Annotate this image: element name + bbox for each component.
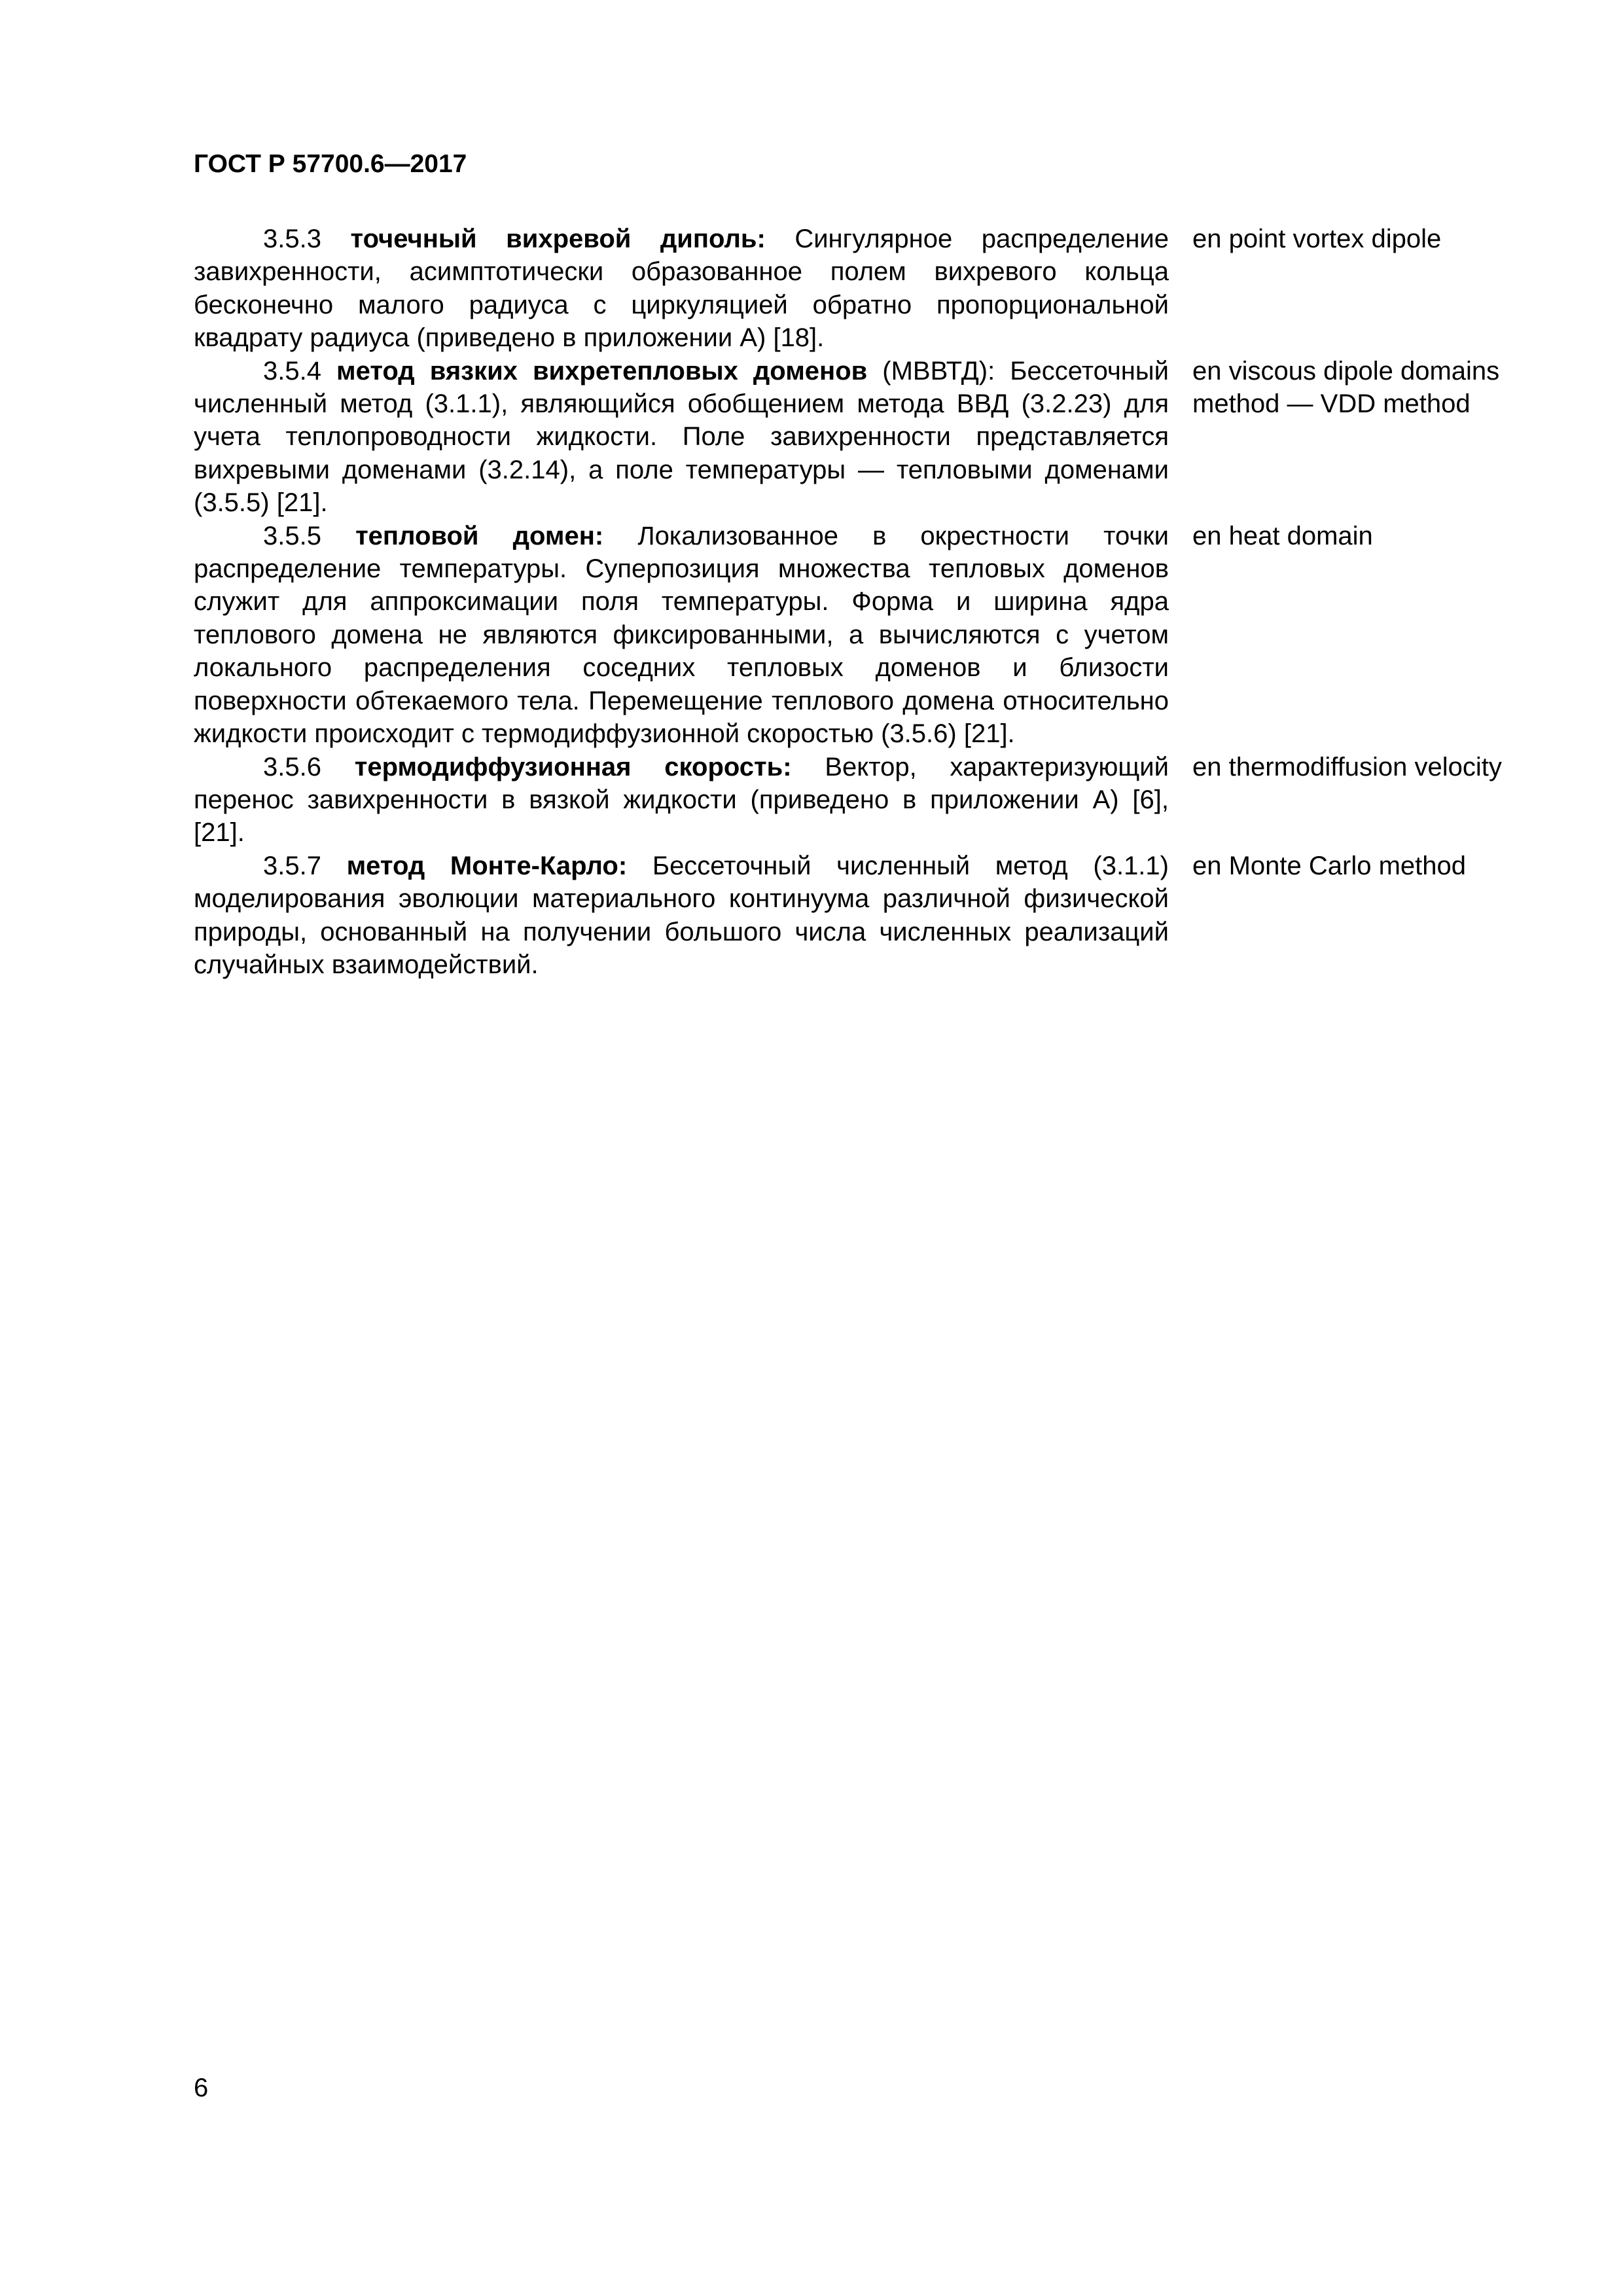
term-text: (МВВТД): Бессеточный численный метод (3.1.1), являющийся обобщением метода ВВД (3.2.23) для учета теплопроводности жидкости. Поле завихренности представляется вихревыми доменами (3.2.14), а поле температуры — тепловыми доменами (3.5.5) [21].	[194, 356, 1169, 518]
term-english-equivalent: en Monte Carlo method	[1192, 851, 1467, 880]
term-definition	[194, 850, 1169, 982]
term-name: термодиффузионная скорость:	[354, 752, 792, 781]
page-header: ГОСТ Р 57700.6—2017	[194, 150, 467, 178]
term-english-equivalent: en viscous dipole domains method — VDD method	[1192, 356, 1500, 419]
term-definition	[194, 520, 1169, 751]
term-name: точечный вихревой диполь:	[350, 224, 766, 253]
term-definition	[194, 355, 1169, 520]
term-entry-3-5-4	[194, 355, 1505, 520]
term-entries	[194, 223, 1505, 981]
term-text: Бессеточный численный метод (3.1.1) моделирования эволюции материального континуума различной физической природы, основанный на получении большого числа численных реализаций случайных взаимодействий.	[194, 851, 1169, 979]
term-entry-3-5-6	[194, 751, 1505, 850]
term-number: 3.5.4	[263, 356, 321, 386]
term-english-equivalent: en point vortex dipole	[1192, 224, 1442, 253]
term-name: метод вязких вихретепловых доменов	[336, 356, 868, 386]
term-entry-3-5-3	[194, 223, 1505, 355]
term-text: Вектор, характеризующий перенос завихренности в вязкой жидкости (приведено в приложении А) [6], [21].	[194, 752, 1169, 848]
term-name: метод Монте-Карло:	[346, 851, 628, 880]
term-text: Сингулярное распределение завихренности, асимптотически образованное полем вихревого кольца бесконечно малого радиуса с циркуляцией обратно пропорциональной квадрату радиуса (приведено в приложении А) [18].	[194, 224, 1169, 353]
term-number: 3.5.6	[263, 752, 321, 781]
term-name: тепловой домен:	[355, 521, 604, 550]
term-entry-3-5-7	[194, 850, 1505, 982]
term-english-equivalent: en heat domain	[1192, 521, 1373, 550]
term-number: 3.5.7	[263, 851, 321, 880]
term-number: 3.5.3	[263, 224, 321, 253]
term-entry-3-5-5	[194, 520, 1505, 751]
term-definition	[194, 223, 1169, 355]
term-definition	[194, 751, 1169, 850]
term-text: Локализованное в окрестности точки распределение температуры. Суперпозиция множества тепловых доменов служит для аппроксимации поля температуры. Форма и ширина ядра теплового домена не являются фиксированными, а вычисляются с учетом локального распределения соседних тепловых доменов и близости поверхности обтекаемого тела. Перемещение теплового домена относительно жидкости происходит с термодиффузионной скоростью (3.5.6) [21].	[194, 521, 1169, 749]
page-number: 6	[194, 2073, 209, 2102]
term-number: 3.5.5	[263, 521, 321, 550]
term-english-equivalent: en thermodiffusion velocity	[1192, 752, 1502, 781]
